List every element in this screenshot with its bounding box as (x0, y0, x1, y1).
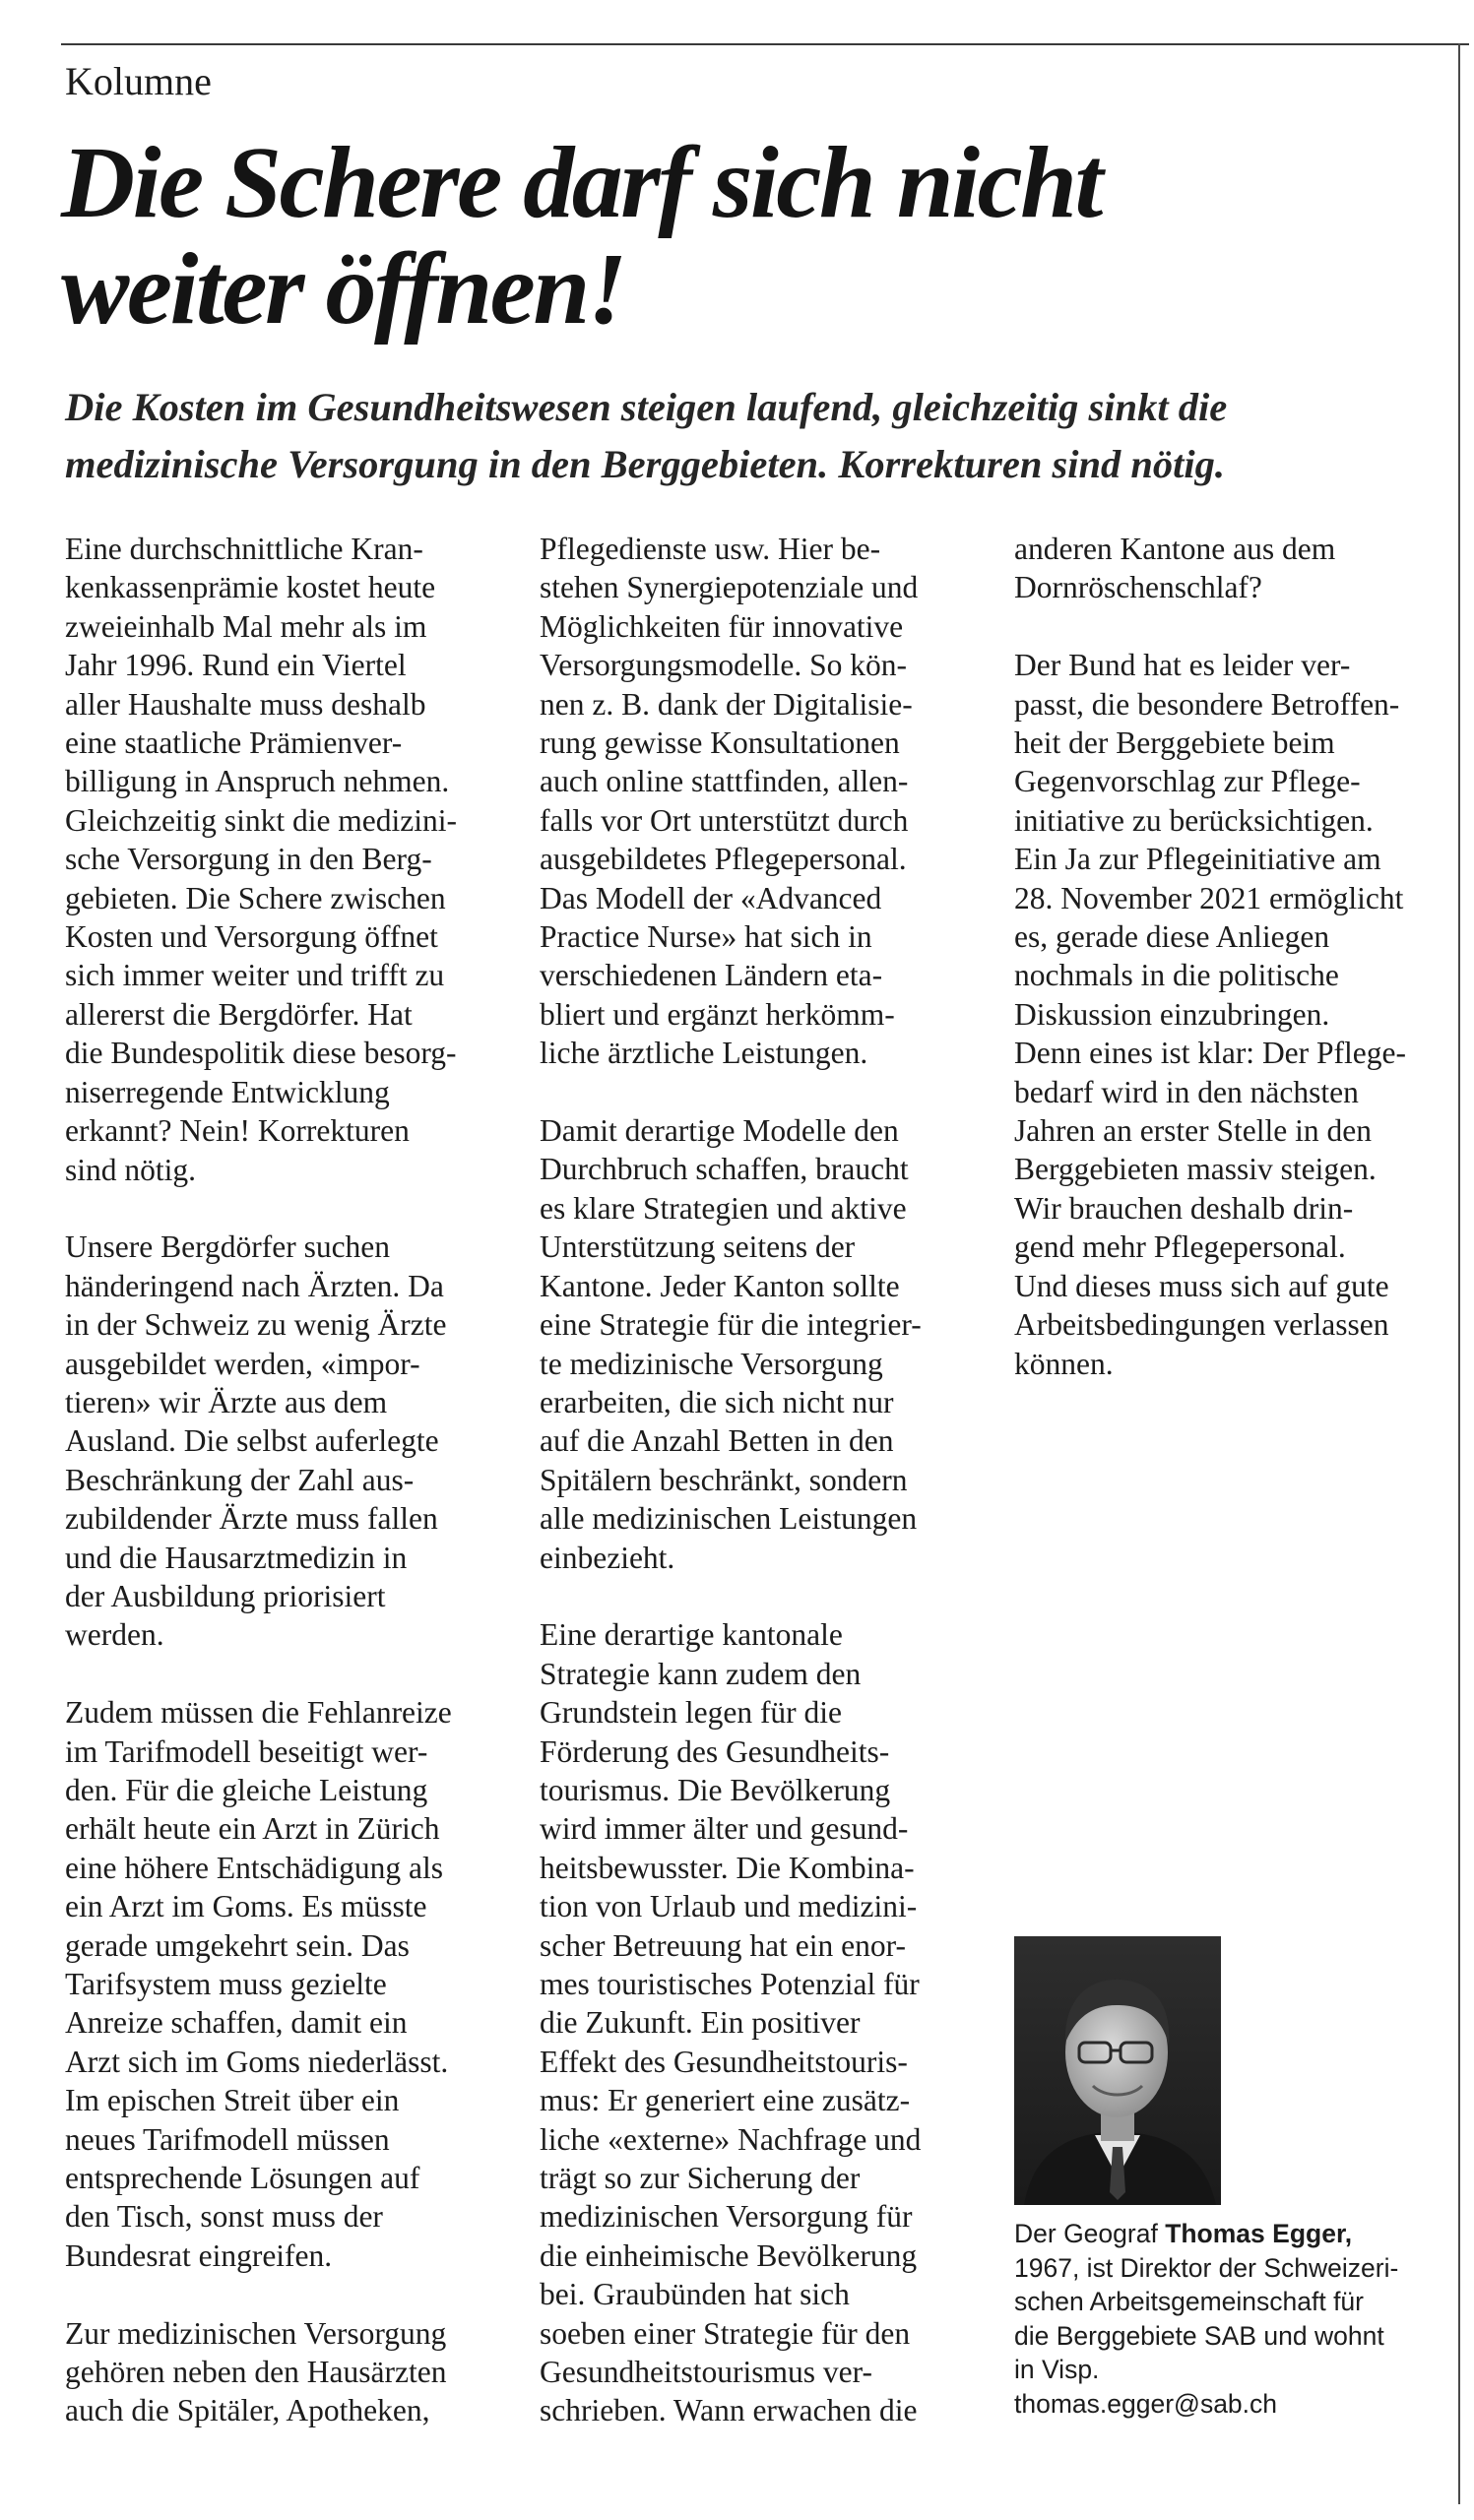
top-rule (61, 43, 1469, 45)
paragraph: anderen Kantone aus dem Dornröschenschlaf? (1014, 532, 1336, 605)
author-email[interactable]: thomas.egger@sab.ch (1014, 2388, 1278, 2419)
right-rule (1458, 43, 1460, 2504)
author-portrait (1014, 1936, 1221, 2205)
section-kicker: Kolumne (65, 59, 212, 103)
column-2 (540, 530, 1002, 2469)
headline: Die Schere darf sich nicht weiter öffnen! (61, 126, 1101, 346)
author-caption (1014, 2217, 1457, 2421)
column-3 (1014, 530, 1457, 1421)
paragraph: Damit derartige Modelle den Durchbruch schaffen, braucht es klare Strategien und aktive Unterstützung seitens der Kantone. Jeder Kanton sollte eine Strategie für die integrier- te medizinische Versorgung erarbeiten, die sich nicht nur auf die Anzahl Betten in den Spitälern beschränkt, sondern alle medizinischen Leistungen einbezieht. (540, 1113, 922, 1575)
caption-intro: Der Geograf (1014, 2219, 1166, 2248)
paragraph: Zudem müssen die Fehlanreize im Tarifmodell beseitigt wer- den. Für die gleiche Leistung erhält heute ein Arzt in Zürich eine höhere Entschädigung als ein Arzt im Goms. Es müsste gerade umgekehrt sein. Das Tarifsystem muss gezielte Anreize schaffen, damit ein Arzt sich im Goms niederlässt. Im epischen Streit über ein neues Tarifmodell müssen entsprechende Lösungen auf den Tisch, sonst muss der Bundesrat eingreifen. (65, 1695, 452, 2273)
paragraph: Unsere Bergdörfer suchen händeringend nach Ärzten. Da in der Schweiz zu wenig Ärzte ausgebildet werden, «impor- tieren» wir Ärzte aus dem Ausland. Die selbst auferlegte Beschränkung der Zahl aus- zubildender Ärzte muss fallen und die Hausarztmedizin in der Ausbildung priorisiert werden. (65, 1229, 447, 1653)
paragraph: Pflegedienste usw. Hier be- stehen Synergiepotenziale und Möglichkeiten für innovative Versorgungsmodelle. So kön- nen z. B. dank der Digitalisie- rung gewisse Konsultationen auch online stattfinden, allen- falls vor Ort unterstützt durch ausgebildetes Pflegepersonal. Das Modell der «Advanced Practice Nurse» hat sich in verschiedenen Ländern eta- bliert und ergänzt herkömm- liche ärztliche Leistungen. (540, 532, 919, 1071)
paragraph: Eine derartige kantonale Strategie kann zudem den Grundstein legen für die Förderung des Gesundheits- tourismus. Die Bevölkerung wird immer älter und gesund- heitsbewusster. Die Kombina- tion von Urlaub und medizini- scher Betreuung hat ein enor- mes touristisches Potenzial für die Zukunft. Ein positiver Effekt des Gesundheitstouris- mus: Er generiert eine zusätz- liche «externe» Nachfrage und trägt so zur Sicherung der medizinischen Versorgung für die einheimische Bevölkerung bei. Graubünden hat sich soeben einer Strategie für den Gesundheitstourismus ver- schrieben. Wann erwachen die (540, 1617, 922, 2428)
paragraph: Eine durchschnittliche Kran- kenkassenprämie kostet heute zweieinhalb Mal mehr als im Jahr 1996. Rund ein Viertel aller Haushalte muss deshalb eine staatliche Prämienver- billigung in Anspruch nehmen. Gleichzeitig sinkt die medizini- sche Versorgung in den Berg- gebieten. Die Schere zwischen Kosten und Versorgung öffnet sich immer weiter und trifft zu allererst die Bergdörfer. Hat die Bundespolitik diese besorg- niserregende Entwicklung erkannt? Nein! Korrekturen sind nötig. (65, 532, 458, 1187)
paragraph: Der Bund hat es leider ver- passt, die besondere Betroffen- heit der Berggebiete beim Gegenvorschlag zur Pflege- initiative zu berücksichtigen. Ein Ja zur Pflegeinitiative am 28. November 2021 ermöglicht es, gerade diese Anliegen nochmals in die politische Diskussion einzubringen. Denn eines ist klar: Der Pflege- bedarf wird in den nächsten Jahren an erster Stelle in den Berggebieten massiv steigen. Wir brauchen deshalb drin- gend mehr Pflegepersonal. Und dieses muss sich auf gute Arbeitsbedingungen verlassen können. (1014, 648, 1406, 1381)
paragraph: Zur medizinischen Versorgung gehören neben den Hausärzten auch die Spitäler, Apotheken, (65, 2315, 447, 2428)
column-1 (65, 530, 528, 2469)
author-bio: 1967, ist Direktor der Schweizeri- schen Arbeitsgemeinschaft für die Berggebiete SAB und wohnt in Visp. (1014, 2252, 1399, 2384)
lede: Die Kosten im Gesundheitswesen steigen laufend, gleichzeitig sinkt die medizinische Versorgung in den Berggebieten. Korrekturen sind nötig. (65, 385, 1228, 486)
author-name: Thomas Egger, (1165, 2219, 1353, 2248)
